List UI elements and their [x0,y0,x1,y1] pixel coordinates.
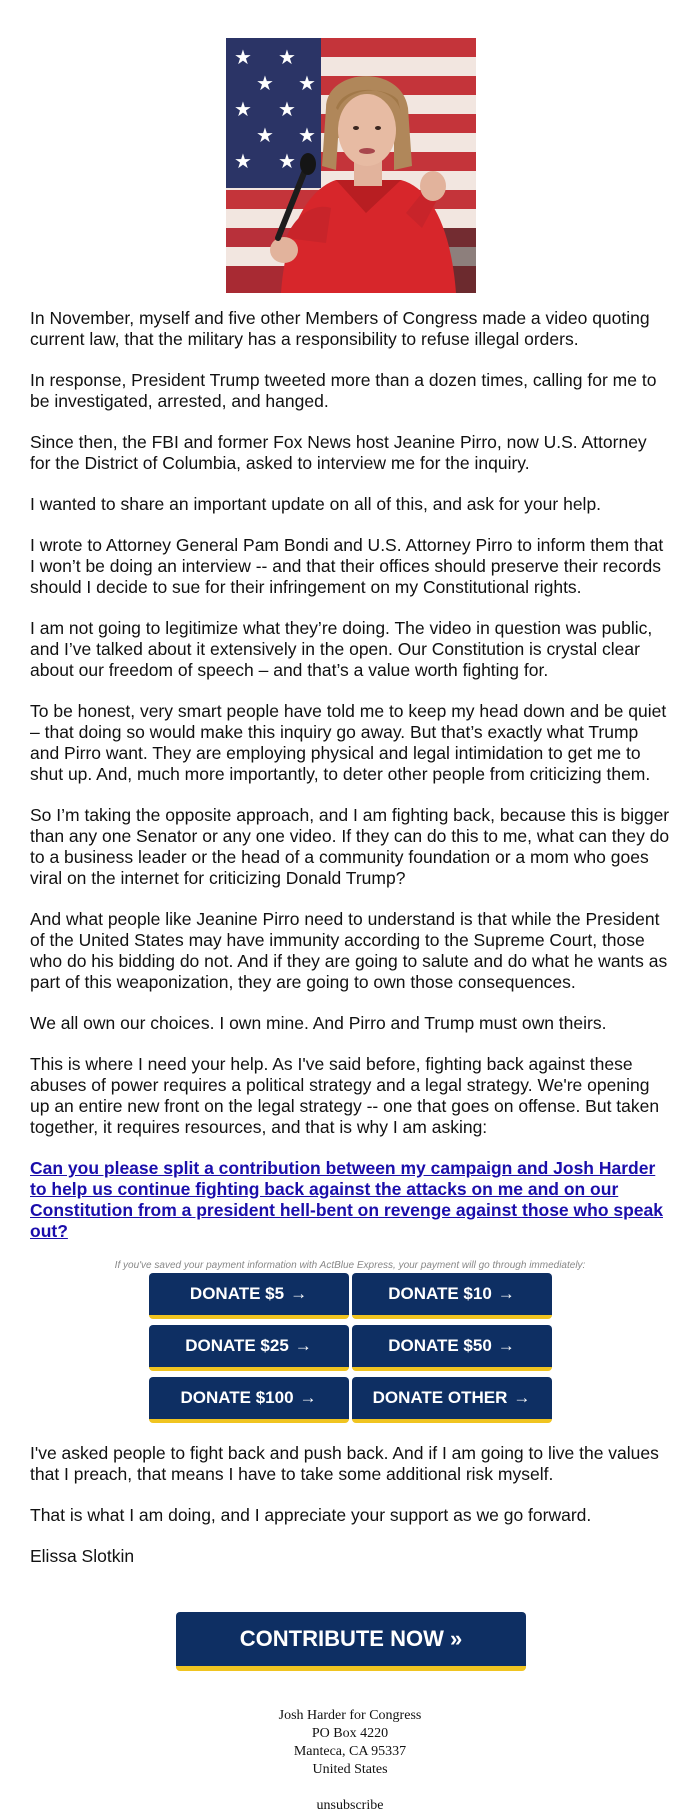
arrow-right-icon: → [497,1284,515,1303]
svg-text:★: ★ [256,123,274,147]
closing-paragraph: I've asked people to fight back and push back. And if I am going to live the values that I preach, that means I have to take some additional risk myself. [30,1443,659,1484]
footer-city: Manteca, CA 95337 [293,1744,407,1759]
svg-text:★: ★ [298,123,316,147]
body-paragraph: In response, President Trump tweeted more than a dozen times, calling for me to be investigated, arrested, and hanged. [30,370,657,411]
donate-5-button[interactable] [149,1273,349,1319]
arrow-right-icon: → [294,1336,312,1355]
svg-text:★: ★ [234,149,252,173]
elissa-slotkin-photo [226,38,476,293]
donate-10-label: DONATE $10 [388,1284,492,1303]
body-paragraph: I wanted to share an important update on all of this, and ask for your help. [30,494,602,514]
footer-org: Josh Harder for Congress [278,1708,422,1723]
closing-paragraph: That is what I am doing, and I appreciate your support as we go forward. [30,1505,592,1525]
signature: Elissa Slotkin [30,1546,135,1566]
body-paragraph: To be honest, very smart people have told me to keep my head down and be quiet – that doing so would make this inquiry go away. But that’s exactly what Trump and Pirro want. They are employing physical and legal intimidation to get me to shut up. And, much more importantly, to deter other people from criticizing them. [30,701,667,784]
svg-text:★: ★ [278,97,296,121]
body-paragraph: I wrote to Attorney General Pam Bondi and U.S. Attorney Pirro to inform them that I won’t be doing an interview -- and that their offices should preserve their records should I decide to sue for their infringement on my Constitutional rights. [30,535,664,597]
donate-25-button[interactable] [149,1325,349,1371]
contribution-ask-link[interactable]: Can you please split a contribution between my campaign and Josh Harder to help us continue fighting back against the attacks on me and on our Constitution from a president hell-bent on revenge against those who speak out? [30,1158,663,1241]
footer [0,1707,700,1815]
arrow-right-icon: → [299,1388,317,1407]
donate-50-label: DONATE $50 [388,1336,492,1355]
body-paragraph: So I’m taking the opposite approach, and I am fighting back, because this is bigger than any one Senator or any one video. If they can do this to me, what can they do to a business leader or the head of a community foundation or a mom who goes viral on the internet for criticizing Donald Trump? [30,805,670,888]
donate-button-grid [30,1273,670,1423]
donate-10-button[interactable] [352,1273,552,1319]
arrow-right-icon: → [290,1284,308,1303]
body-paragraph: In November, myself and five other Members of Congress made a video quoting current law, that the military has a responsibility to refuse illegal orders. [30,308,650,349]
donate-other-button[interactable] [352,1377,552,1423]
contribute-now-button[interactable]: CONTRIBUTE NOW » [176,1612,526,1671]
body-paragraph: And what people like Jeanine Pirro need to understand is that while the President of the United States may have immunity according to the Supreme Court, those who do his bidding do not. And if they are going to salute and do what he wants as part of this weaponization, they are going to own those consequences. [30,909,668,992]
donate-100-button[interactable] [149,1377,349,1423]
donate-50-button[interactable] [352,1325,552,1371]
footer-country: United States [312,1762,388,1777]
unsubscribe-link[interactable]: unsubscribe [316,1798,384,1813]
arrow-right-icon: → [513,1388,531,1407]
donate-5-label: DONATE $5 [189,1284,285,1303]
svg-text:★: ★ [234,97,252,121]
svg-text:★: ★ [298,71,316,95]
donate-100-label: DONATE $100 [180,1388,294,1407]
email-body [30,308,670,1587]
svg-text:★: ★ [256,71,274,95]
arrow-right-icon: → [497,1336,515,1355]
body-paragraph: This is where I need your help. As I've said before, fighting back against these abuses of power requires a political strategy and a legal strategy. We're opening up an entire new front on the legal strategy -- one that goes on offense. But taken together, it requires resources, and that is why I am asking: [30,1054,660,1137]
actblue-express-note: If you've saved your payment information with ActBlue Express, your payment will go through immediately: [114,1260,586,1271]
donate-other-label: DONATE OTHER [372,1388,508,1407]
body-paragraph: We all own our choices. I own mine. And Pirro and Trump must own theirs. [30,1013,607,1033]
body-paragraph: I am not going to legitimize what they’re doing. The video in question was public, and I’ve talked about it extensively in the open. Our Constitution is crystal clear about our freedom of speech – and that’s a value worth fighting for. [30,618,653,680]
body-paragraph: Since then, the FBI and former Fox News host Jeanine Pirro, now U.S. Attorney for the District of Columbia, asked to interview me for the inquiry. [30,432,647,473]
footer-address: PO Box 4220 [311,1726,389,1741]
donate-25-label: DONATE $25 [185,1336,289,1355]
svg-text:★: ★ [278,149,296,173]
svg-text:★: ★ [278,45,296,69]
svg-text:★: ★ [234,45,252,69]
